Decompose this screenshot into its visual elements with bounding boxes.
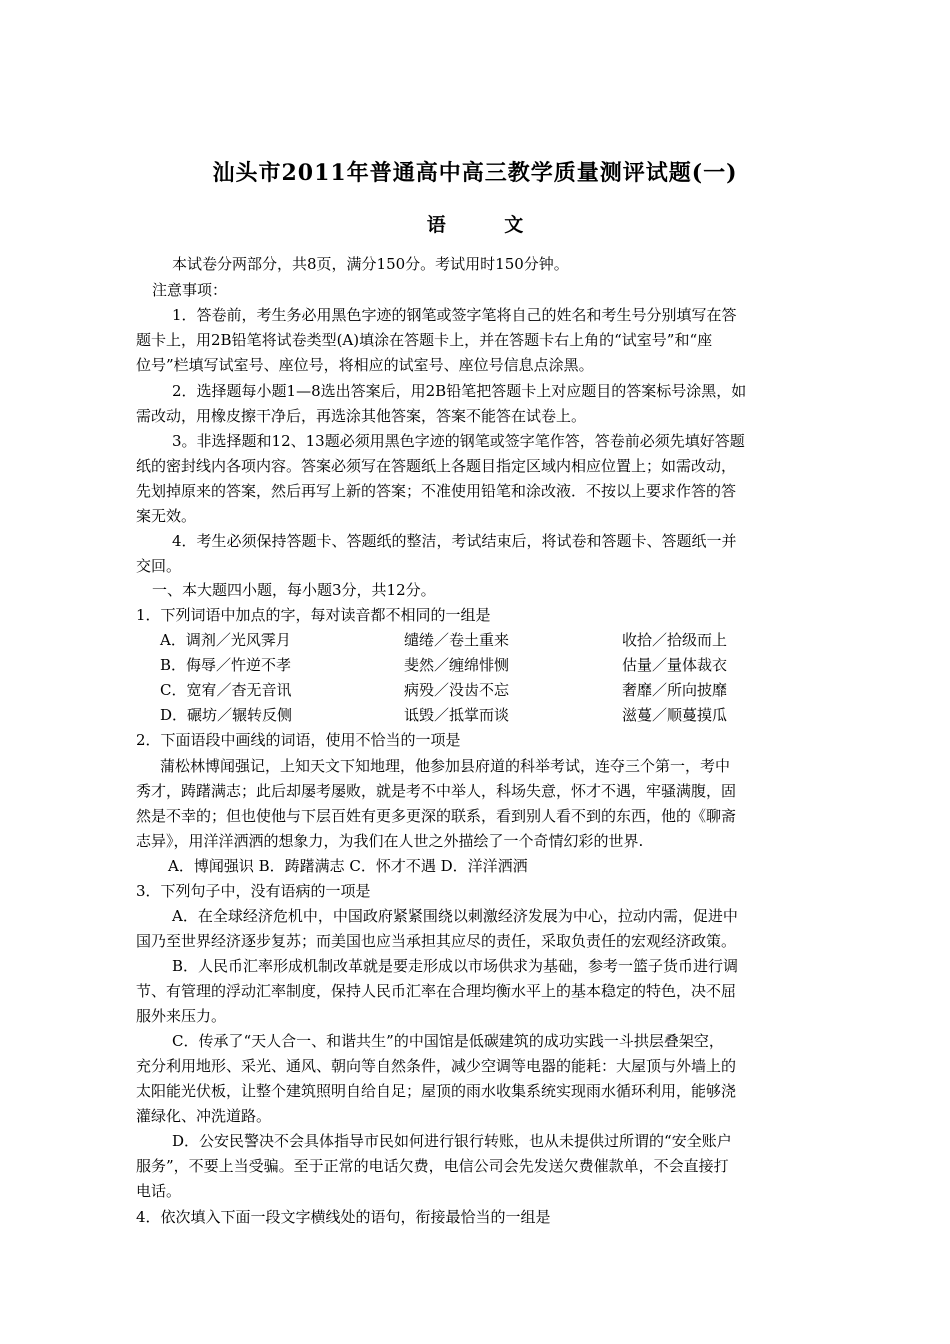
note-line: 4．考生必须保持答题卡、答题纸的整洁，考试结束后，将试卷和答题卡、答题纸一并: [172, 532, 737, 550]
q3-option-line: B．人民币汇率形成机制改革就是要走形成以市场供求为基础，参考一篮子货币进行调: [172, 957, 739, 975]
q1-option-cell: 斐然／缠绵悱恻: [404, 656, 510, 674]
q3-option-line: 灌绿化、冲洗道路。: [136, 1107, 272, 1125]
q3-option-line: 太阳能光伏板，让整个建筑照明自给自足；屋顶的雨水收集系统实现雨水循环利用，能够浇: [136, 1082, 737, 1100]
note-line: 交回。: [136, 557, 182, 575]
q1-option-cell: 诋毁／抵掌而谈: [404, 706, 510, 724]
q1-option-cell: 滋蔓／顺蔓摸瓜: [622, 706, 728, 724]
note-line: 题卡上，用2B铅笔将试卷类型(A)填涂在答题卡上，并在答题卡右上角的“试室号”和“座: [136, 331, 713, 349]
q3-option-line: 电话。: [136, 1182, 182, 1200]
note-line: 案无效。: [136, 507, 197, 525]
q3-option-line: 服外来压力。: [136, 1007, 227, 1025]
question-stem: 2．下面语段中画线的词语，使用不恰当的一项是: [136, 731, 461, 749]
note-line: 1．答卷前，考生务必用黑色字迹的钢笔或签字笔将自己的姓名和考生号分别填写在答: [172, 306, 737, 324]
q3-option-line: D．公安民警决不会具体指导市民如何进行银行转账，也从未提供过所谓的“安全账户: [172, 1132, 732, 1150]
q1-option-cell: 奢靡／所向披靡: [622, 681, 728, 699]
note-line: 2．选择题每小题1—8选出答案后，用2B铅笔把答题卡上对应题目的答案标号涂黑，如: [172, 382, 747, 400]
question-stem: 1．下列词语中加点的字，每对读音都不相同的一组是: [136, 606, 491, 624]
note-line: 先划掉原来的答案，然后再写上新的答案；不准使用铅笔和涂改液．不按以上要求作答的答: [136, 482, 737, 500]
passage-line: 秀才，踌躇满志；此后却屡考屡败，就是考不中举人，科场失意，怀才不遇，牢骚满腹，固: [136, 782, 737, 800]
note-line: 3。非选择题和12、13题必须用黑色字迹的钢笔或签字笔作答，答卷前必须先填好答题: [172, 432, 745, 450]
passage-line: 志异》，用洋洋洒洒的想象力，为我们在人世之外描绘了一个奇情幻彩的世界.: [136, 832, 644, 850]
q1-option-cell: 收拾／拾级而上: [622, 631, 728, 649]
question-stem: 3．下列句子中，没有语病的一项是: [136, 882, 371, 900]
q1-option-cell: B．侮辱／忤逆不孝: [160, 656, 292, 674]
page-title: 汕头市2011年普通高中高三教学质量测评试题(一): [212, 160, 738, 186]
q3-option-line: 国乃至世界经济逐步复苏；而美国也应当承担其应尽的责任，采取负责任的宏观经济政策。: [136, 932, 737, 950]
q3-option-line: 服务”，不要上当受骗。至于正常的电话欠费，电信公司会先发送欠费催款单，不会直接打: [136, 1157, 729, 1175]
intro-text: 本试卷分两部分，共8页，满分150分。考试用时150分钟。: [172, 255, 569, 273]
passage-line: 蒲松林博闻强记，上知天文下知地理，他参加县府道的科举考试，连夺三个第一，考中: [160, 757, 731, 775]
q1-option-cell: A．调剂／光风霁月: [160, 631, 291, 649]
note-line: 纸的密封线内各项内容。答案必须写在答题纸上各题目指定区域内相应位置上；如需改动，: [136, 457, 737, 475]
note-line: 需改动，用橡皮擦干净后，再选涂其他答案，答案不能答在试卷上。: [136, 407, 587, 425]
section-heading: 一、本大题四小题，每小题3分，共12分。: [152, 581, 436, 599]
question-stem: 4．依次填入下面一段文字横线处的语句，衔接最恰当的一组是: [136, 1208, 551, 1226]
q1-option-cell: 病殁／没齿不忘: [404, 681, 510, 699]
q3-option-line: 节、有管理的浮动汇率制度，保持人民币汇率在合理均衡水平上的基本稳定的特色，决不屈: [136, 982, 737, 1000]
q1-option-cell: C．宽宥／杳无音讯: [160, 681, 292, 699]
q3-option-line: A．在全球经济危机中，中国政府紧紧围绕以刺激经济发展为中心，拉动内需，促进中: [172, 907, 738, 925]
q1-option-cell: D．碾坊／辗转反侧: [160, 706, 293, 724]
q1-option-cell: 估量／量体裁衣: [622, 656, 728, 674]
passage-line: 然是不幸的；但也使他与下层百姓有更多更深的联系，看到别人看不到的东西，他的《聊斋: [136, 807, 737, 825]
q2-options: A．博闻强识 B．踌躇满志 C．怀才不遇 D．洋洋洒洒: [168, 857, 528, 875]
note-line: 位号”栏填写试室号、座位号，将相应的试室号、座位号信息点涂黑。: [136, 356, 594, 374]
notes-heading: 注意事项：: [152, 281, 228, 299]
q3-option-line: 充分利用地形、采光、通风、朝向等自然条件，减少空调等电器的能耗：大屋顶与外墙上的: [136, 1057, 737, 1075]
q1-option-cell: 缱绻／卷土重来: [404, 631, 510, 649]
subject-title: 语 文: [426, 214, 550, 236]
q3-option-line: C．传承了“天人合一、和谐共生”的中国馆是低碳建筑的成功实践一斗拱层叠架空，: [172, 1032, 724, 1050]
